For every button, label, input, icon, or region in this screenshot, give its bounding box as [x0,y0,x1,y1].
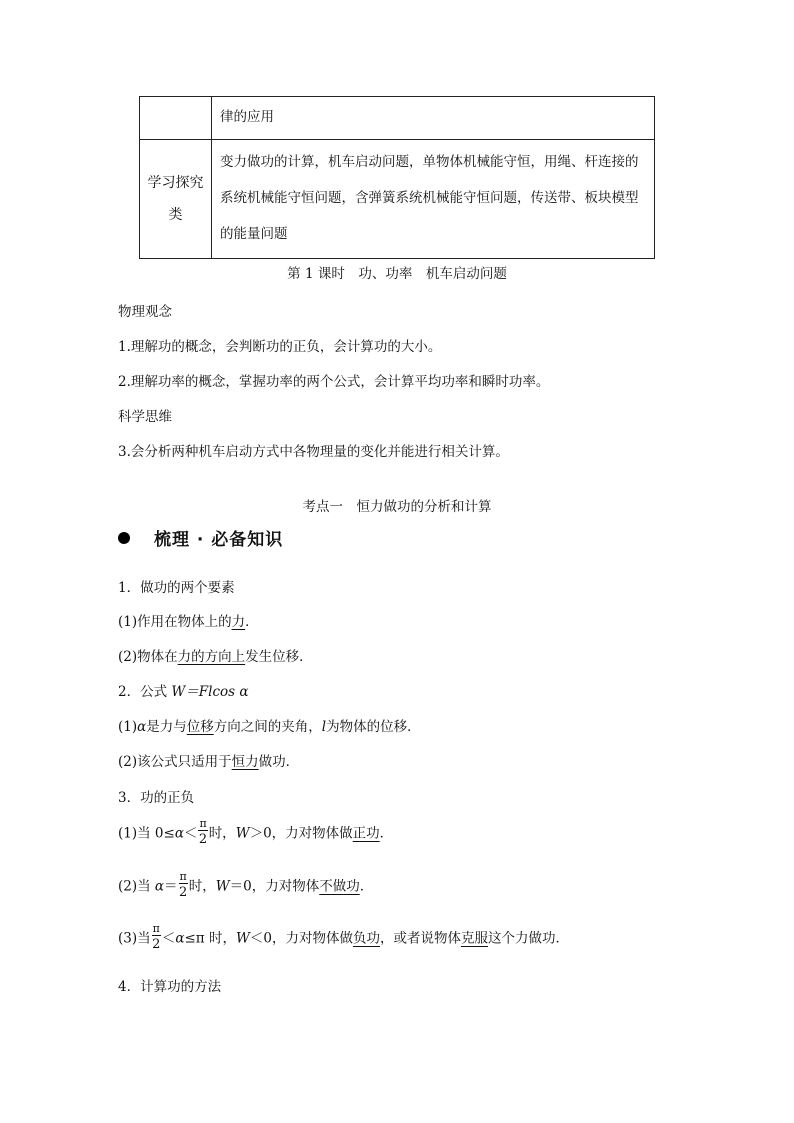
pi-over-2-fraction [198,818,207,846]
topic-title: 考点一 恒力做功的分析和计算 [302,499,492,515]
s3-item-1 [118,817,394,848]
s3-item-2-mid: 时， [188,878,216,895]
s2-item-1-text-a: 是力与 [146,719,187,735]
goal-heading-physics-concept: 物理观念 [118,304,172,320]
pi-over-2-fraction [152,923,161,951]
s3-item-2-cond: ＝0，力对物体 [229,878,320,895]
s3-item-1-text: (1)当 0≤ [118,825,175,842]
s3-item-1-cond: ＞0，力对物体做 [249,825,353,842]
s2-item-2-text: (2)该公式只适用于 [118,754,232,770]
alpha-symbol: α [137,719,147,735]
blank-answer: 力 [231,614,246,630]
s3-item-3-text: (3)当 [118,930,151,947]
goal-1: 1.理解功的概念，会判断功的正负，会计算功的大小。 [118,339,442,355]
s1-item-2 [118,645,313,665]
fraction-denominator: 2 [179,885,188,900]
fraction-numerator: π [179,870,187,883]
lt-symbol: ＜ [161,930,176,947]
work-formula: W＝Flcos α [171,684,249,700]
w-symbol: W [215,878,230,895]
blank-answer: 位移 [186,719,214,735]
eq-symbol: ＝ [164,878,178,895]
pi-over-2-fraction [179,871,188,899]
lesson-title: 第 1 课时 功、功率 机车启动问题 [287,266,507,282]
s3-title: 3．功的正负 [118,790,195,806]
s3-item-3-cond: ＜0，力对物体做 [249,930,353,947]
fraction-denominator: 2 [198,832,208,847]
blank-answer: 恒力 [231,754,259,770]
s3-item-3-post: 这个力做功． [487,930,569,947]
item-number: (1) [118,719,138,735]
alpha-symbol: α [174,825,184,842]
section-heading [118,525,283,550]
fraction-denominator: 2 [152,937,161,952]
s2-title-text: 2．公式 [118,684,172,700]
s1-item-1-text: (1)作用在物体上的 [118,614,232,630]
table-cell-law-application: 律的应用 [212,97,655,140]
s2-item-1-text-c: 为物体的位移． [326,719,421,735]
s1-item-1 [118,610,259,630]
table-cell-topics: 变力做功的计算，机车启动问题，单物体机械能守恒，用绳、杆连接的系统机械能守恒问题，含弹簧系统机械能守恒问题，传送带、板块模型的能量问题 [212,140,655,259]
s3-item-3 [118,922,569,953]
blank-answer: 克服 [460,930,488,947]
table-cell-empty [140,97,212,140]
blank-answer: 不做功 [319,878,360,895]
lt-symbol: ＜ [183,825,198,842]
s3-item-1-post: ． [379,825,394,842]
section-heading-text: 梳理 · 必备知识 [154,530,284,550]
fraction-numerator: π [152,922,160,935]
alpha-symbol: α [154,878,165,895]
bullet-icon [118,532,130,544]
goal-3: 3.会分析两种机车启动方式中各物理量的变化并能进行相关计算。 [118,444,509,460]
blank-answer: 正功 [352,825,380,842]
w-symbol: W [235,825,250,842]
s3-item-2-text: (2)当 [118,878,155,895]
s3-item-2-post: ． [359,878,374,895]
l-symbol: l [321,719,327,735]
goal-heading-scientific-thinking: 科学思维 [118,409,172,425]
blank-answer: 力的方向上 [177,649,246,665]
s2-item-1 [118,715,421,735]
blank-answer: 负功 [352,930,380,947]
w-symbol: W [235,930,250,947]
s1-item-2-text: (2)物体在 [118,649,178,665]
curriculum-table [139,96,655,259]
s2-item-1-text-b: 方向之间的夹角， [213,719,322,735]
s1-title: 1．做功的两个要素 [118,580,235,596]
s2-title [118,680,248,700]
table-cell-category: 学习探究类 [140,140,212,259]
s2-item-2 [118,750,299,770]
s3-item-2 [118,870,374,901]
goal-2: 2.理解功率的概念，掌握功率的两个公式，会计算平均功率和瞬时功率。 [118,374,550,390]
s1-item-2-post: 发生位移． [245,649,313,665]
s3-item-1-mid: 时， [208,825,236,842]
s2-item-2-post: 做功． [258,754,300,770]
punct: ． [245,614,259,630]
s3-item-3-le: ≤π 时， [184,930,236,947]
alpha-symbol: α [175,930,185,947]
s4-title: 4．计算功的方法 [118,979,222,995]
fraction-numerator: π [199,817,207,830]
s3-item-3-mid: ，或者说物体 [379,930,461,947]
